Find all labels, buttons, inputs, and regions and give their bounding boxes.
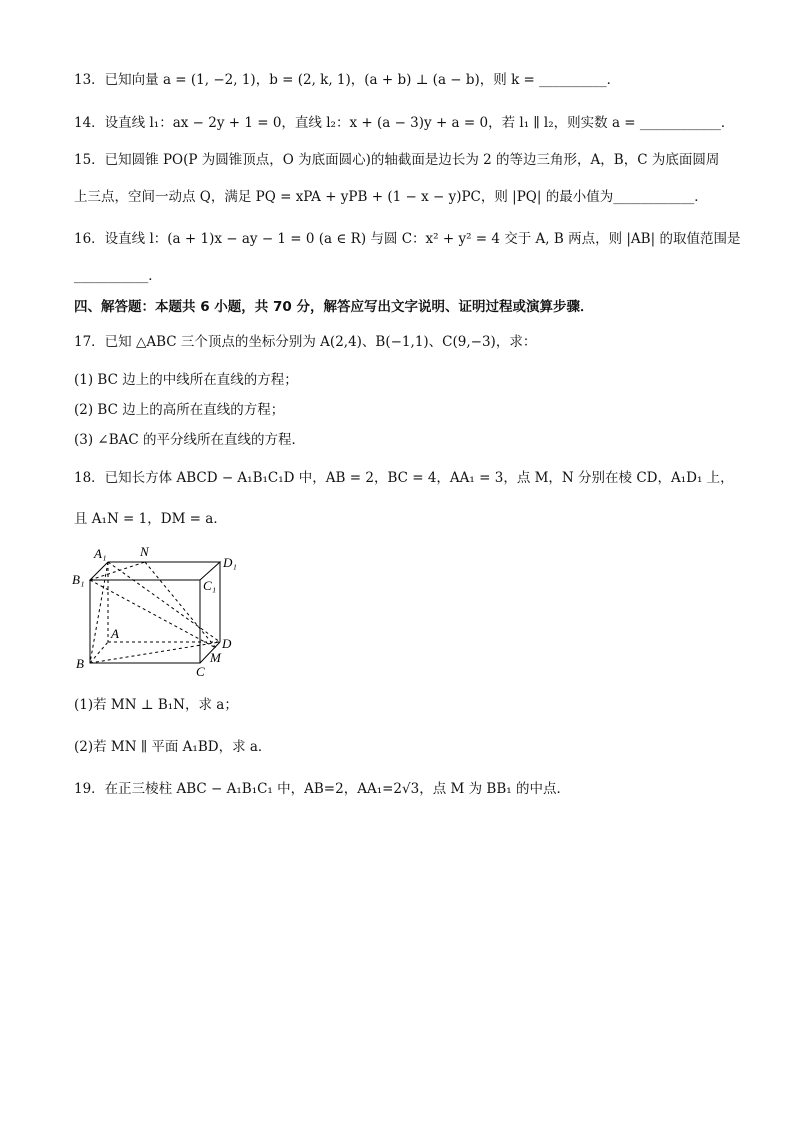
question-13: 13．已知向量 a = (1, −2, 1)，b = (2, k, 1)，(a + b) ⊥ (a − b)，则 k = __________． bbox=[74, 72, 621, 88]
question-16-line-1: 16．设直线 l：(a + 1)x − ay − 1 = 0 (a ∈ R) 与圆 C：x² + y² = 4 交于 A, B 两点，则 |AB| 的取值范围是 bbox=[74, 231, 741, 247]
label-n: N bbox=[140, 544, 149, 559]
label-b1: B₁ bbox=[72, 572, 85, 587]
cuboid-top-face bbox=[90, 562, 220, 580]
question-14: 14．设直线 l₁：ax − 2y + 1 = 0，直线 l₂：x + (a − 3)y + a = 0，若 l₁ ∥ l₂，则实数 a = ____________． bbox=[74, 115, 735, 131]
question-18-line-1: 18．已知长方体 ABCD − A₁B₁C₁D 中，AB = 2，BC = 4，AA₁ = 3，点 M，N 分别在棱 CD，A₁D₁ 上， bbox=[74, 470, 734, 486]
label-d: D bbox=[222, 636, 232, 651]
question-18-part-2: (2)若 MN ∥ 平面 A₁BD，求 a． bbox=[74, 739, 272, 755]
label-c: C bbox=[196, 664, 205, 679]
question-19: 19．在正三棱柱 ABC − A₁B₁C₁ 中，AB=2，AA₁=2√3，点 M 为 BB₁ 的中点． bbox=[74, 781, 570, 797]
label-a1: A₁ bbox=[94, 546, 107, 561]
question-17-part-2: (2) BC 边上的高所在直线的方程； bbox=[74, 402, 285, 418]
label-m: M bbox=[210, 650, 221, 665]
label-a: A bbox=[111, 626, 119, 641]
section-4-heading: 四、解答题：本题共 6 小题，共 70 分，解答应写出文字说明、证明过程或演算步骤． bbox=[74, 299, 594, 315]
question-18-line-2: 且 A₁N = 1，DM = a． bbox=[74, 511, 227, 527]
label-d1: D₁ bbox=[223, 555, 237, 570]
question-17-part-1: (1) BC 边上的中线所在直线的方程； bbox=[74, 372, 298, 388]
segment-b1-n bbox=[90, 562, 145, 580]
question-15-line-2: 上三点，空间一动点 Q，满足 PQ = xPA + yPB + (1 − x − y)PC，则 |PQ| 的最小值为____________． bbox=[74, 189, 708, 205]
question-17-stem: 17．已知 △ABC 三个顶点的坐标分别为 A(2,4)、B(−1,1)、C(9,−3)，求： bbox=[74, 334, 537, 350]
label-b: B bbox=[76, 656, 84, 671]
question-17-part-3: (3) ∠BAC 的平分线所在直线的方程． bbox=[74, 432, 306, 448]
question-16-line-2: ___________． bbox=[74, 268, 162, 284]
question-18-part-1: (1)若 MN ⊥ B₁N，求 a； bbox=[74, 697, 238, 713]
cuboid-front-face bbox=[90, 580, 200, 663]
segment-b1-m bbox=[90, 580, 216, 648]
cuboid-figure bbox=[70, 540, 250, 680]
segment-a1-d bbox=[108, 562, 220, 642]
label-c1: C₁ bbox=[203, 578, 217, 593]
question-15-line-1: 15．已知圆锥 PO(P 为圆锥顶点，O 为底面圆心)的轴截面是边长为 2 的等边三角形，A，B，C 为底面圆周 bbox=[74, 152, 720, 168]
